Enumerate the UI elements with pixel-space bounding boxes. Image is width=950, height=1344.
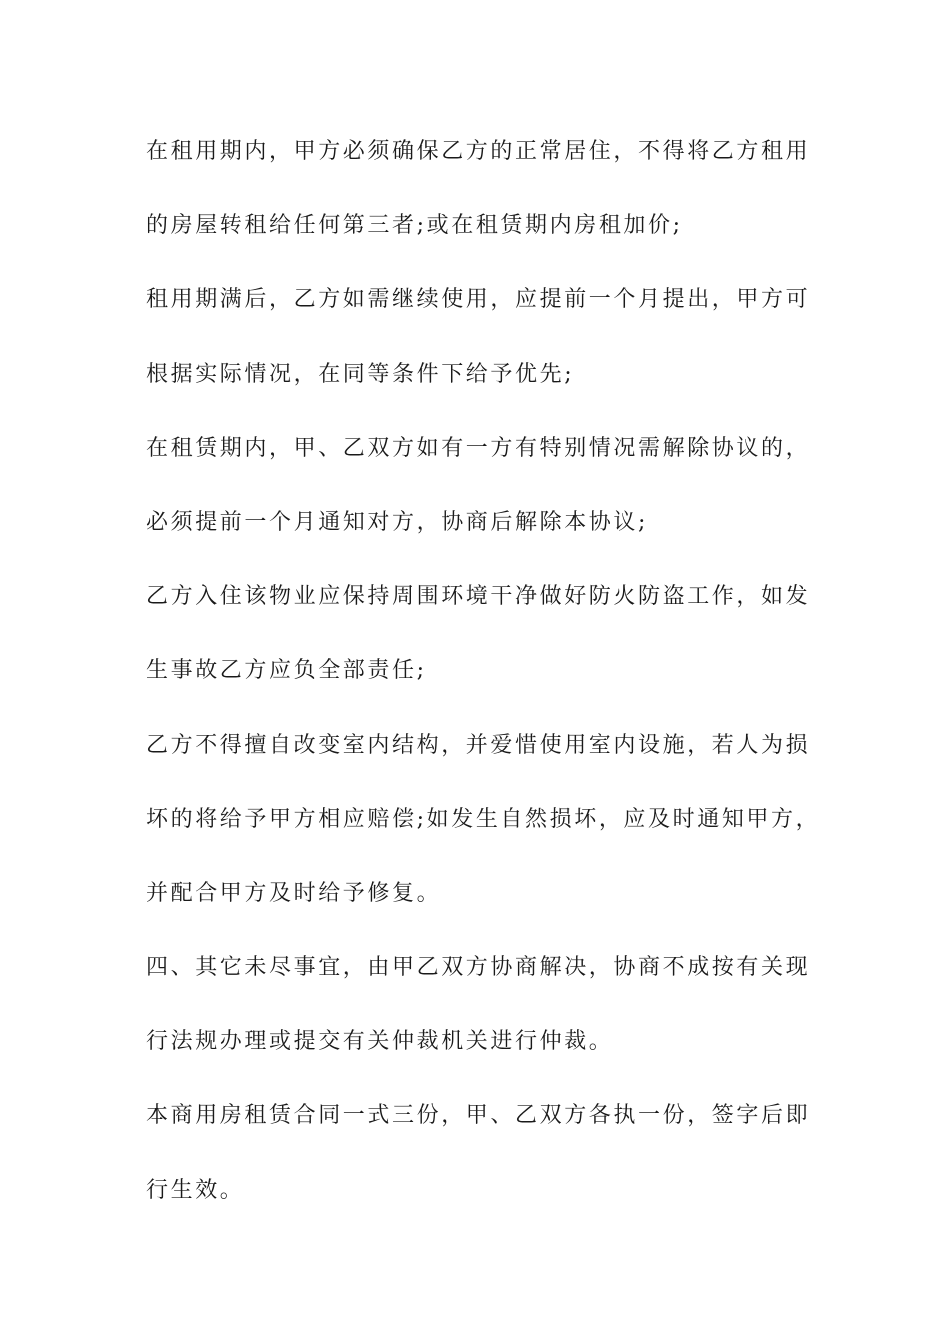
text-line: 在租赁期内，甲、乙双方如有一方有特别情况需解除协议的， — [146, 435, 811, 461]
text-line: 四、其它未尽事宜，由甲乙双方协商解决，协商不成按有关现 — [146, 955, 811, 981]
text-line: 乙方不得擅自改变室内结构，并爱惜使用室内设施，若人为损 — [146, 732, 811, 758]
document-body — [146, 130, 826, 1243]
text-line: 行生效。 — [146, 1177, 245, 1203]
text-line: 在租用期内，甲方必须确保乙方的正常居住，不得将乙方租用 — [146, 139, 811, 164]
text-line: 生事故乙方应负全部责任; — [146, 658, 427, 684]
text-line: 本商用房租赁合同一式三份，甲、乙双方各执一份，签字后即 — [146, 1103, 811, 1129]
text-line: 的房屋转租给任何第三者;或在租赁期内房租加价; — [146, 213, 683, 239]
text-line: 并配合甲方及时给予修复。 — [146, 880, 442, 906]
text-line: 行法规办理或提交有关仲裁机关进行仲裁。 — [146, 1029, 614, 1055]
text-line: 必须提前一个月通知对方，协商后解除本协议; — [146, 509, 649, 535]
text-line: 根据实际情况，在同等条件下给予优先; — [146, 361, 575, 387]
text-line: 乙方入住该物业应保持周围环境干净做好防火防盗工作，如发 — [146, 584, 811, 610]
text-line: 坏的将给予甲方相应赔偿;如发生自然损坏，应及时通知甲方， — [146, 806, 821, 832]
text-line: 租用期满后，乙方如需继续使用，应提前一个月提出，甲方可 — [146, 287, 811, 313]
